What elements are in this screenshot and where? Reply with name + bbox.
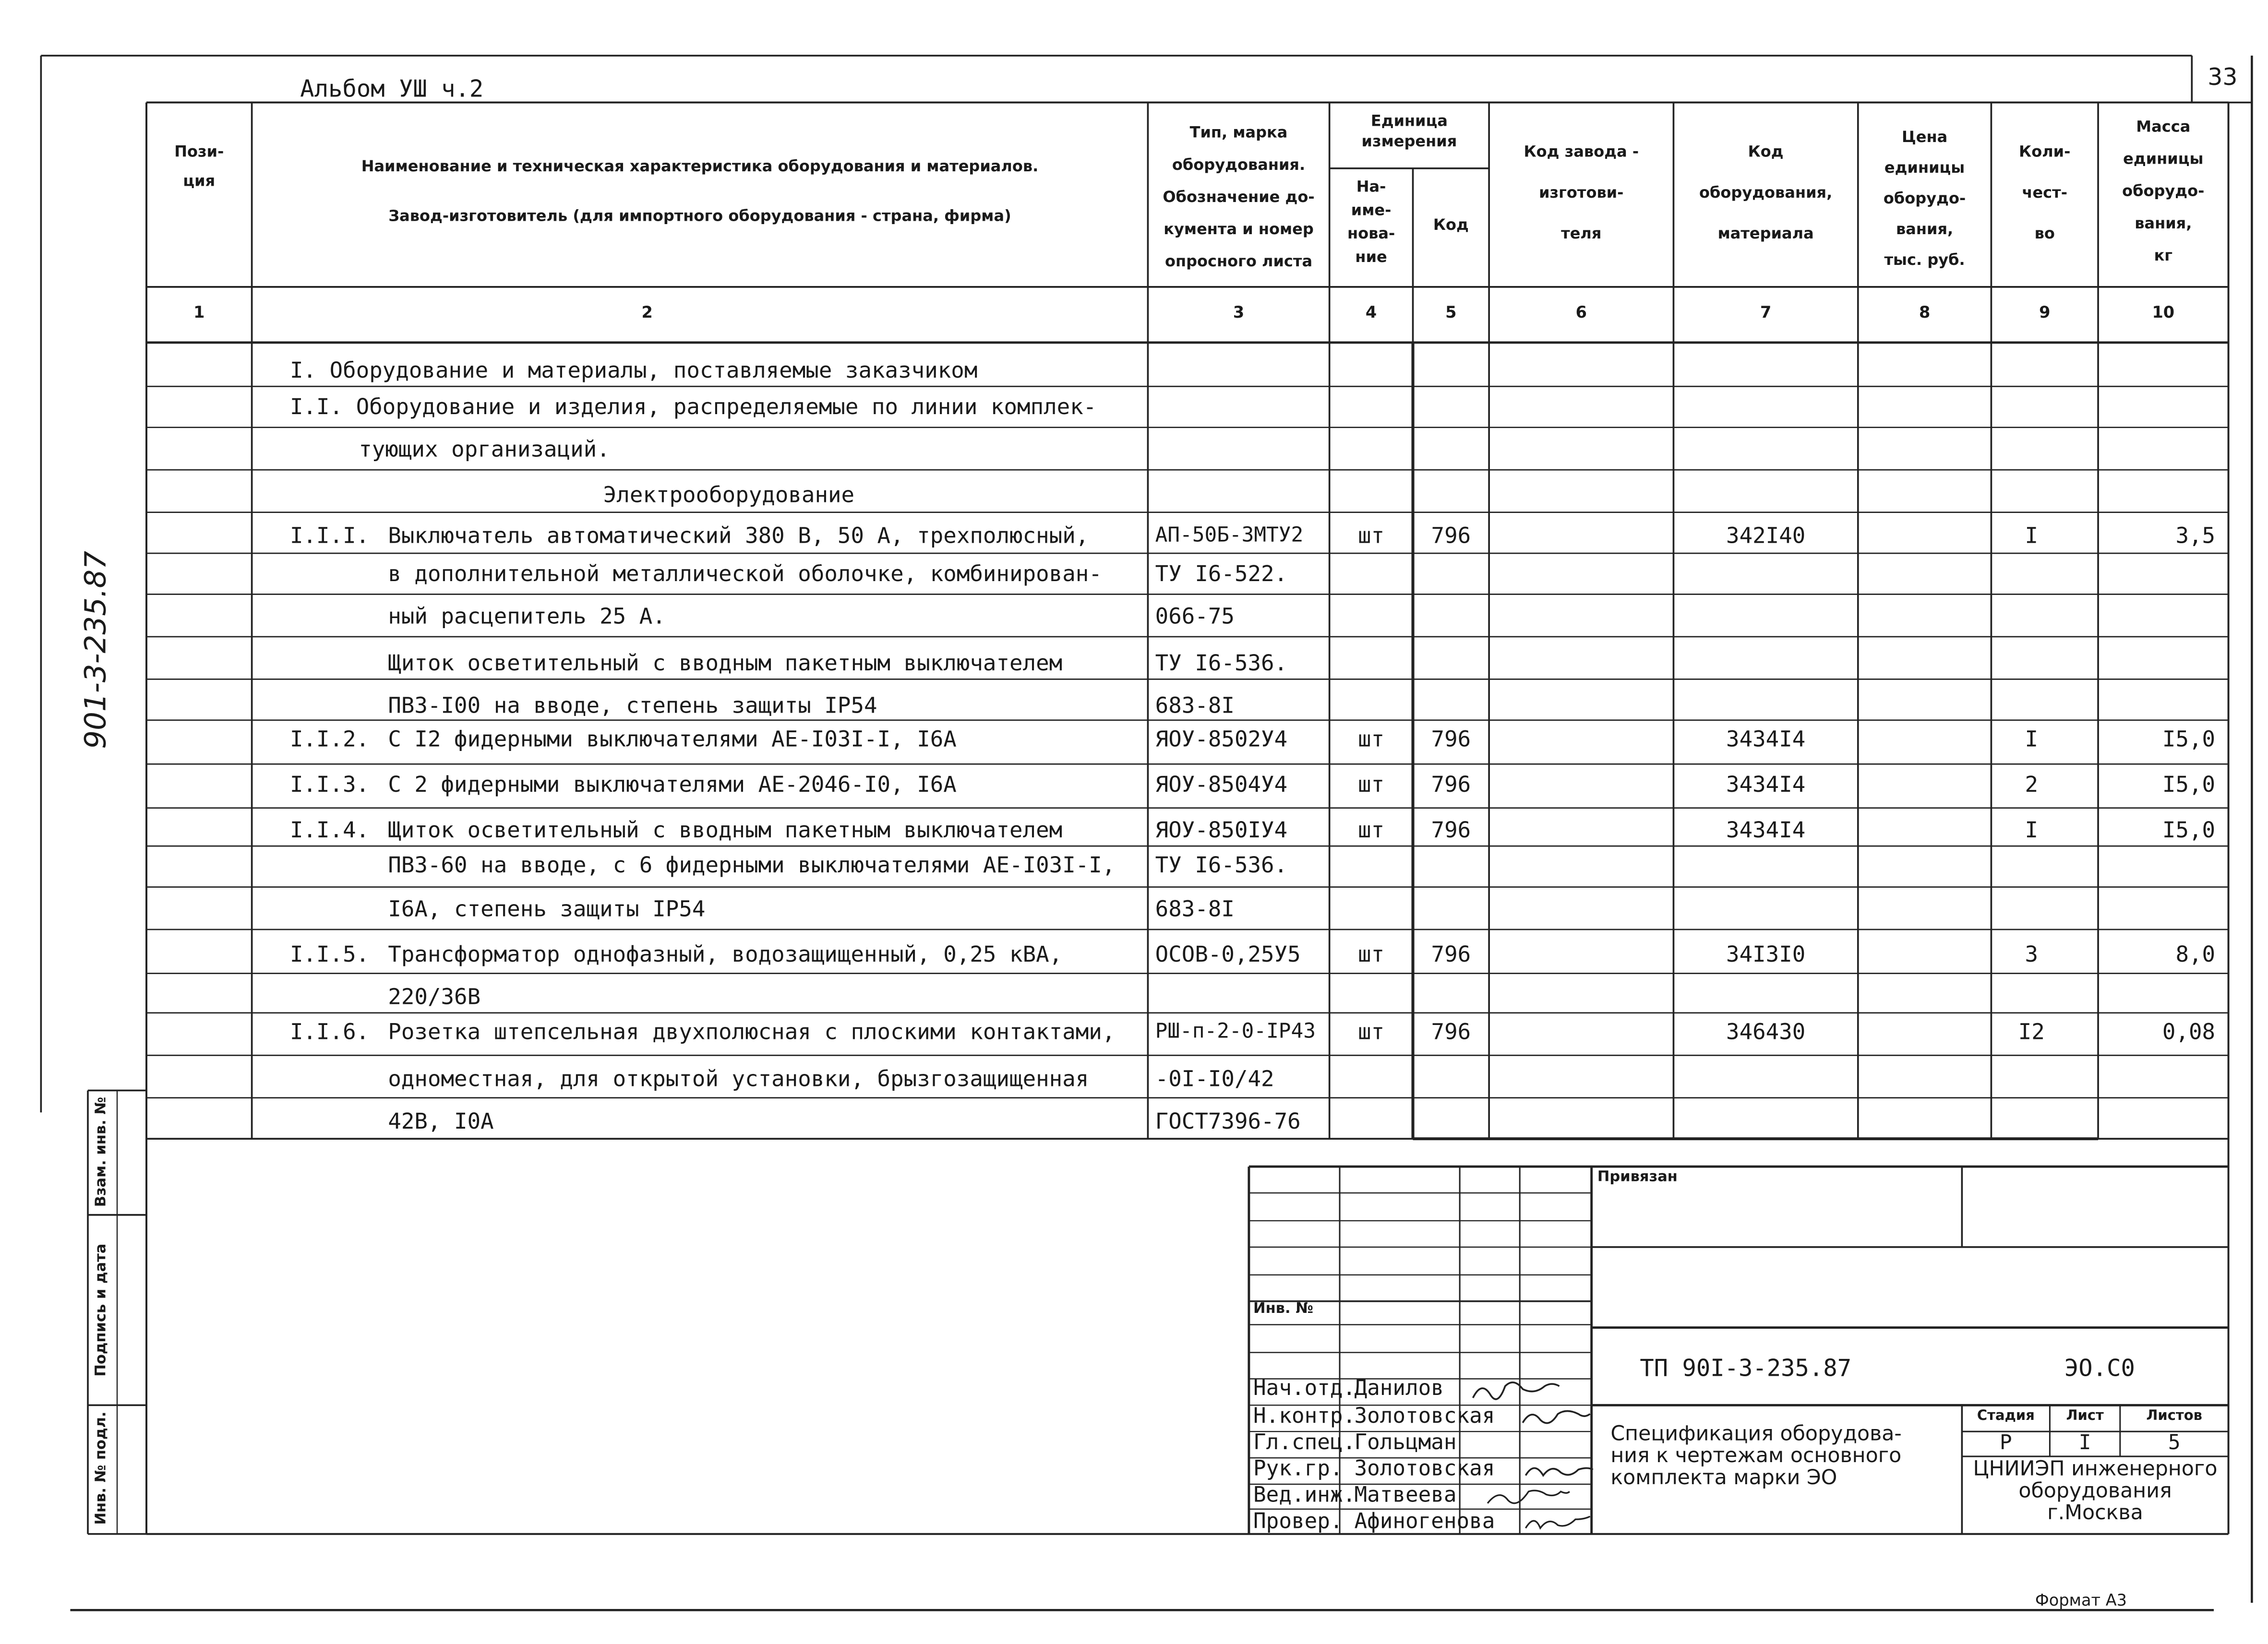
row-name: 220/36В — [388, 983, 481, 1010]
row-type: 066-75 — [1155, 603, 1235, 630]
signature-name: Афиногенова — [1354, 1510, 1495, 1534]
signature-name: Матвеева — [1354, 1484, 1457, 1508]
row-type: ТУ I6-536. — [1155, 852, 1288, 879]
row-name: Щиток осветительный с вводным пакетным выключателем — [388, 650, 1063, 677]
row-position: I.I.3. — [289, 771, 370, 798]
row-mass: I5,0 — [2162, 771, 2216, 798]
row-name: в дополнительной металлической оболочке, комбинирован- — [388, 560, 1102, 587]
row-unit: шт — [1358, 771, 1385, 798]
side-document-code: 901-3-235.87 — [77, 550, 113, 749]
row-type: РШ-п-2-0-IP43 — [1155, 1020, 1316, 1044]
row-position: I.I.2. — [289, 726, 370, 752]
row-type: АП-50Б-3МТУ2 — [1155, 524, 1304, 548]
signature-name: Золотовская — [1354, 1458, 1495, 1481]
row-type: ЯОУ-8504У4 — [1155, 771, 1288, 798]
row-unit-code: 796 — [1431, 522, 1471, 549]
row-type: ТУ I6-536. — [1155, 650, 1288, 677]
header-factory-code: Код завода - изготови- теля — [1524, 143, 1639, 243]
column-number: 3 — [1233, 303, 1245, 322]
organization: ЦНИИЭП инженерного оборудования г.Москва — [1973, 1458, 2218, 1525]
column-number: 6 — [1575, 303, 1587, 322]
header-price: Цена единицы оборудо- вания, тыс. руб. — [1883, 129, 1966, 270]
row-quantity: I — [2025, 817, 2039, 843]
signature-role: Рук.гр. — [1253, 1458, 1343, 1481]
row-type: -0I-I0/42 — [1155, 1065, 1274, 1092]
signature-name: Гольцман — [1354, 1431, 1457, 1455]
header-quantity: Коли- чест- во — [2019, 143, 2071, 243]
column-number: 9 — [2039, 303, 2051, 322]
row-quantity: I2 — [2018, 1019, 2045, 1045]
sheets-label: Листов — [2146, 1408, 2202, 1424]
row-mass: I5,0 — [2162, 817, 2216, 843]
row-type: ГОСТ7396-76 — [1155, 1108, 1301, 1134]
document-mark: ЭО.С0 — [2064, 1354, 2135, 1382]
paper-format: Формат А3 — [2035, 1591, 2127, 1610]
row-quantity: I — [2025, 522, 2039, 549]
row-code: 34I3I0 — [1726, 941, 1806, 968]
row-unit: шт — [1358, 522, 1385, 549]
row-unit: шт — [1358, 941, 1385, 968]
column-number: 8 — [1919, 303, 1931, 322]
row-name: ПВ3-60 на вводе, с 6 фидерными выключателями АЕ-I03I-I, — [388, 852, 1116, 879]
row-name: С I2 фидерными выключателями АЕ-I03I-I, I6А — [388, 726, 957, 752]
row-type: ЯОУ-850IУ4 — [1155, 817, 1288, 843]
signature-role: Провер. — [1253, 1510, 1343, 1534]
signature-role: Гл.спец. — [1253, 1431, 1356, 1455]
table-row-section-title: I. Оборудование и материалы, поставляемые заказчиком — [289, 357, 978, 384]
header-position: Пози- ция — [174, 143, 224, 191]
stage-value: Р — [2000, 1431, 2012, 1455]
header-equipment-code: Код оборудования, материала — [1699, 143, 1833, 243]
row-name: Выключатель автоматический 380 В, 50 А, трехполюсный, — [388, 522, 1089, 549]
row-mass: I5,0 — [2162, 726, 2216, 752]
header-unit-group: Единица измерения — [1361, 112, 1457, 151]
row-type: ЯОУ-8502У4 — [1155, 726, 1288, 752]
row-code: 342I40 — [1726, 522, 1806, 549]
inv-no-label: Инв. № — [1253, 1301, 1313, 1318]
row-position: I.I.5. — [289, 941, 370, 968]
row-quantity: 3 — [2025, 941, 2039, 968]
row-name: Трансформатор однофазный, водозащищенный, 0,25 кВА, — [388, 941, 1063, 968]
signature-name: Данилов — [1354, 1377, 1444, 1401]
document-code: ТП 90I-3-235.87 — [1640, 1354, 1852, 1382]
row-position: I.I.4. — [289, 817, 370, 843]
signature-role: Вед.инж. — [1253, 1484, 1356, 1508]
row-unit: шт — [1358, 1019, 1385, 1045]
row-mass: 8,0 — [2175, 941, 2216, 968]
row-name: 42В, I0А — [388, 1108, 494, 1134]
row-type: ТУ I6-522. — [1155, 560, 1288, 587]
column-number: 10 — [2152, 303, 2175, 322]
row-unit-code: 796 — [1431, 817, 1471, 843]
row-unit-code: 796 — [1431, 941, 1471, 968]
stamp-inv-podl: Инв. № подл. — [94, 1411, 110, 1525]
stamp-vzam-inv: Взам. инв. № — [94, 1096, 110, 1207]
document-title: Спецификация оборудова- ния к чертежам основного комплекта марки ЭО — [1610, 1422, 1902, 1490]
row-code: 3434I4 — [1726, 771, 1806, 798]
row-position: I.I.6. — [289, 1019, 370, 1045]
row-code: 346430 — [1726, 1019, 1806, 1045]
sheet-value: I — [2078, 1431, 2091, 1455]
stage-label: Стадия — [1977, 1408, 2035, 1424]
row-name: Щиток осветительный с вводным пакетным выключателем — [388, 817, 1063, 843]
table-row-subsection-cont: тующих организаций. — [359, 436, 610, 463]
column-number: 5 — [1445, 303, 1457, 322]
row-type: ОСОВ-0,25У5 — [1155, 941, 1301, 968]
row-unit: шт — [1358, 726, 1385, 752]
row-position: I.I.I. — [289, 522, 370, 549]
signature-role: Н.контр. — [1253, 1405, 1356, 1429]
row-name: Розетка штепсельная двухполюсная с плоскими контактами, — [388, 1019, 1116, 1045]
signature-role: Нач.отд. — [1253, 1377, 1356, 1401]
row-code: 3434I4 — [1726, 726, 1806, 752]
row-unit: шт — [1358, 817, 1385, 843]
column-number: 2 — [641, 303, 653, 322]
header-type: Тип, марка оборудования. Обозначение до- кумента и номер опросного листа — [1163, 124, 1315, 271]
sheet-label: Лист — [2066, 1408, 2104, 1424]
header-name: Наименование и техническая характеристика оборудования и материалов. Завод-изготовитель (для импортного оборудования - страна, фирма) — [361, 158, 1039, 226]
album-label: Альбом УШ ч.2 — [300, 74, 484, 103]
row-quantity: I — [2025, 726, 2039, 752]
row-code: 3434I4 — [1726, 817, 1806, 843]
table-row-group-title: Электрооборудование — [603, 481, 855, 508]
row-unit-code: 796 — [1431, 1019, 1471, 1045]
row-mass: 3,5 — [2175, 522, 2216, 549]
table-row-subsection-title: I.I. Оборудование и изделия, распределяемые по линии комплек- — [289, 393, 1097, 420]
row-name: I6А, степень защиты IP54 — [388, 895, 706, 922]
row-name: ный расцепитель 25 А. — [388, 603, 666, 630]
sheets-value: 5 — [2168, 1431, 2181, 1455]
header-mass: Масса единицы оборудо- вания, кг — [2122, 119, 2205, 265]
stamp-signature-date: Подпись и дата — [94, 1243, 110, 1377]
page-number: 33 — [2208, 63, 2238, 91]
row-mass: 0,08 — [2162, 1019, 2216, 1045]
header-unit-code: Код — [1433, 216, 1469, 235]
column-number: 1 — [193, 303, 205, 322]
row-unit-code: 796 — [1431, 771, 1471, 798]
signature-name: Золотовская — [1354, 1405, 1495, 1429]
row-name: С 2 фидерными выключателями АЕ-2046-I0, I6А — [388, 771, 957, 798]
row-name: ПВ3-I00 на вводе, степень защиты IP54 — [388, 692, 877, 719]
row-name: одноместная, для открытой установки, брызгозащищенная — [388, 1065, 1089, 1092]
column-number: 4 — [1365, 303, 1377, 322]
row-type: 683-8I — [1155, 692, 1235, 719]
privyazan-label: Привязан — [1597, 1169, 1678, 1186]
column-number: 7 — [1760, 303, 1772, 322]
header-unit-name: На- име- нова- ние — [1347, 179, 1395, 267]
row-type: 683-8I — [1155, 895, 1235, 922]
row-unit-code: 796 — [1431, 726, 1471, 752]
row-quantity: 2 — [2025, 771, 2039, 798]
